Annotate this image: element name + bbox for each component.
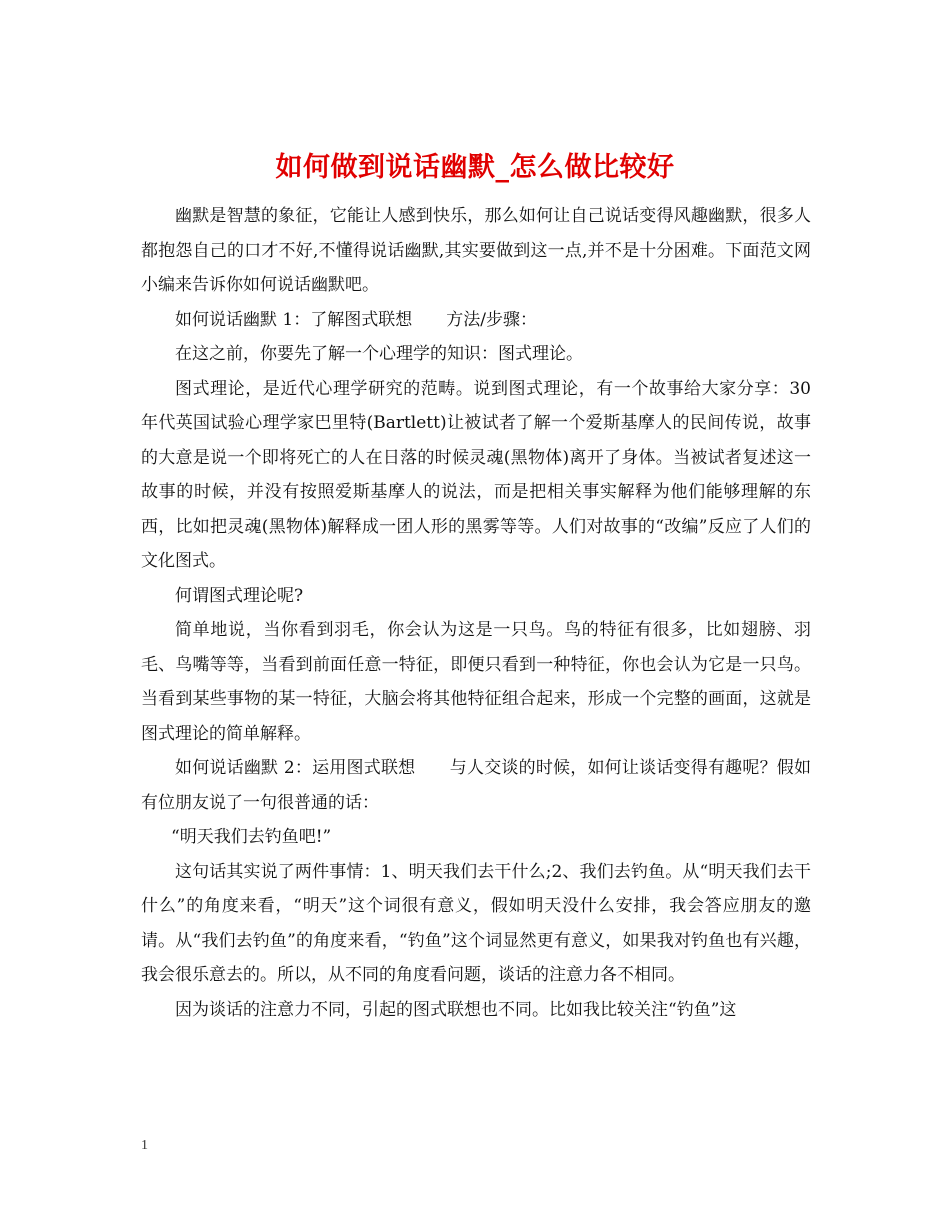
paragraph-continuation: 因为谈话的注意力不同，引起的图式联想也不同。比如我比较关注“钓鱼”这 bbox=[175, 999, 737, 1020]
paragraph-analysis: 这句话其实说了两件事情：1、明天我们去干什么;2、我们去钓鱼。从“明天我们去干什么”的角度来看，“明天”这个词很有意义，假如明天没什么安排，我会答应朋友的邀请。从“我们去钓鱼”的角度来看，“钓鱼”这个词显然更有意义，如果我对钓鱼也有兴趣，我会很乐意去的。所以，从不同的角度看问题，谈话的注意力各不相同。 bbox=[141, 861, 811, 985]
paragraph-schema-question: 何谓图式理论呢? bbox=[175, 585, 304, 606]
paragraph-schema-theory-story: 图式理论，是近代心理学研究的范畴。说到图式理论，有一个故事给大家分享：30 年代英国试验心理学家巴里特(Bartlett)让被试者了解一个爱斯基摩人的民间传说，故事的大意是说一个即将死亡的人在日落的时候灵魂(黑物体)离开了身体。当被试者复述这一故事的时候，并没有按照爱斯基摩人的说法，而是把相关事实解释为他们能够理解的东西，比如把灵魂(黑物体)解释成一团人形的黑雾等等。人们对故事的“改编”反应了人们的文化图式。 bbox=[141, 378, 811, 571]
paragraph-section-1-heading: 如何说话幽默 1：了解图式联想 方法/步骤： bbox=[175, 309, 537, 330]
paragraph-schema-prereq: 在这之前，你要先了解一个心理学的知识：图式理论。 bbox=[175, 344, 583, 364]
paragraph-section-2-heading: 如何说话幽默 2：运用图式联想 与人交谈的时候，如何让谈话变得有趣呢？假如有位朋友说了一句很普通的话： bbox=[141, 758, 811, 813]
document-title: 如何做到说话幽默_怎么做比较好 bbox=[275, 152, 675, 184]
paragraph-quote: “明天我们去钓鱼吧!” bbox=[171, 827, 332, 847]
paragraph-schema-explanation: 简单地说，当你看到羽毛，你会认为这是一只鸟。鸟的特征有很多，比如翅膀、羽毛、鸟嘴等等，当看到前面任意一特征，即便只看到一种特征，你也会认为它是一只鸟。当看到某些事物的某一特征，大脑会将其他特征组合起来，形成一个完整的画面，这就是图式理论的简单解释。 bbox=[141, 620, 811, 744]
document-body bbox=[141, 199, 811, 1027]
page-number: 1 bbox=[141, 1138, 148, 1153]
paragraph-intro: 幽默是智慧的象征，它能让人感到快乐，那么如何让自己说话变得风趣幽默，很多人都抱怨自己的口才不好,不懂得说话幽默,其实要做到这一点,并不是十分困难。下面范文网小编来告诉你如何说话幽默吧。 bbox=[141, 206, 811, 295]
